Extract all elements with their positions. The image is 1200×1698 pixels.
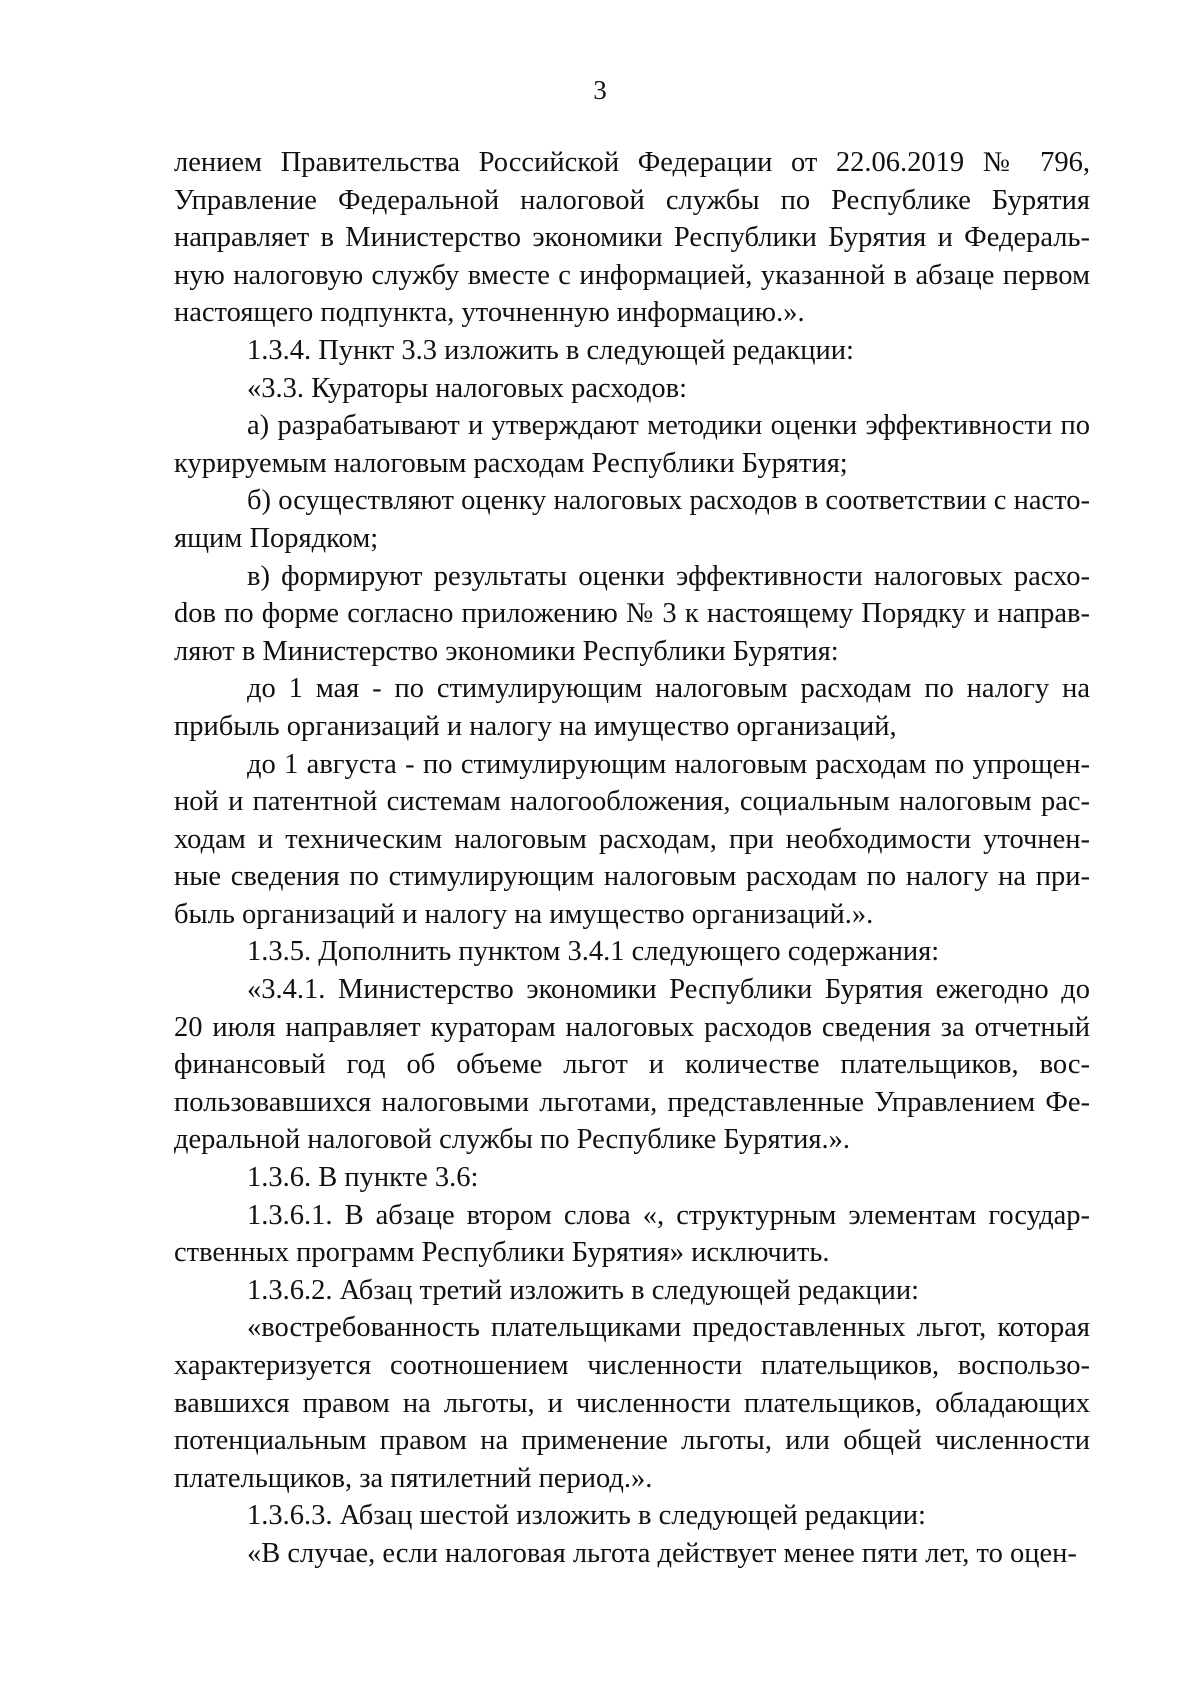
paragraph: до 1 августа - по стимулирующим налоговым расходам по упрощенной и патентной системам налогообложения, социальным налоговым расходам и техническим налоговым расходам, при необходимости уточненные сведения по стимулирующим налоговым расходам по налогу на прибыль организаций и налогу на имущество организаций.».: [174, 748, 1090, 930]
paragraph: до 1 мая - по стимулирующим налоговым расходам по налогу на прибыль организаций и налогу на имущество организаций,: [174, 673, 1090, 742]
paragraph: в) формируют результаты оценки эффективности налоговых расхоdов по форме согласно приложению № 3 к настоящему Порядку и направляют в Министерство экономики Республики Бурятия:: [174, 560, 1090, 667]
paragraph: лением Правительства Российской Федерации от 22.06.2019 № 796, Управление Федеральной налоговой службы по Республике Бурятия направляет в Министерство экономики Республики Бурятия и Федеральную налоговую службу вместе с информацией, указанной в абзаце первом настоящего подпункта, уточненную информацию.».: [174, 147, 1090, 329]
paragraph: 1.3.6. В пункте 3.6:: [247, 1162, 479, 1194]
paragraph: б) осуществляют оценку налоговых расходов в соответствии с настоящим Порядком;: [174, 485, 1090, 554]
paragraph: «востребованность плательщиками предоставленных льгот, которая характеризуется соотношением численности плательщиков, воспользовавшихся правом на льготы, и численности плательщиков, обладающих потенциальным правом на применение льготы, или общей численности плательщиков, за пятилетний период.».: [174, 1312, 1090, 1494]
document-body: [174, 144, 1090, 1573]
paragraph: «3.4.1. Министерство экономики Республики Бурятия ежегодно до 20 июля направляет кураторам налоговых расходов сведения за отчетный финансовый год об объеме льгот и количестве плательщиков, воспользовавшихся налоговыми льготами, представленные Управлением Федеральной налоговой службы по Республике Бурятия.».: [174, 974, 1090, 1156]
paragraph: 1.3.4. Пункт 3.3 изложить в следующей редакции:: [247, 334, 854, 366]
paragraph: 1.3.6.1. В абзаце втором слова «, структурным элементам государственных программ Республики Бурятия» исключить.: [174, 1199, 1090, 1269]
page-number: 3: [593, 75, 607, 105]
paragraph: 1.3.6.3. Абзац шестой изложить в следующей редакции:: [247, 1500, 926, 1532]
paragraph: 1.3.6.2. Абзац третий изложить в следующей редакции:: [247, 1274, 920, 1306]
paragraph: «В случае, если налоговая льгота действует менее пяти лет, то оцен-: [247, 1537, 1077, 1569]
paragraph: а) разрабатывают и утверждают методики оценки эффективности по курируемым налоговым расходам Республики Бурятия;: [174, 410, 1090, 479]
paragraph: 1.3.5. Дополнить пунктом 3.4.1 следующего содержания:: [247, 936, 940, 968]
paragraph: «3.3. Кураторы налоговых расходов:: [247, 372, 687, 404]
